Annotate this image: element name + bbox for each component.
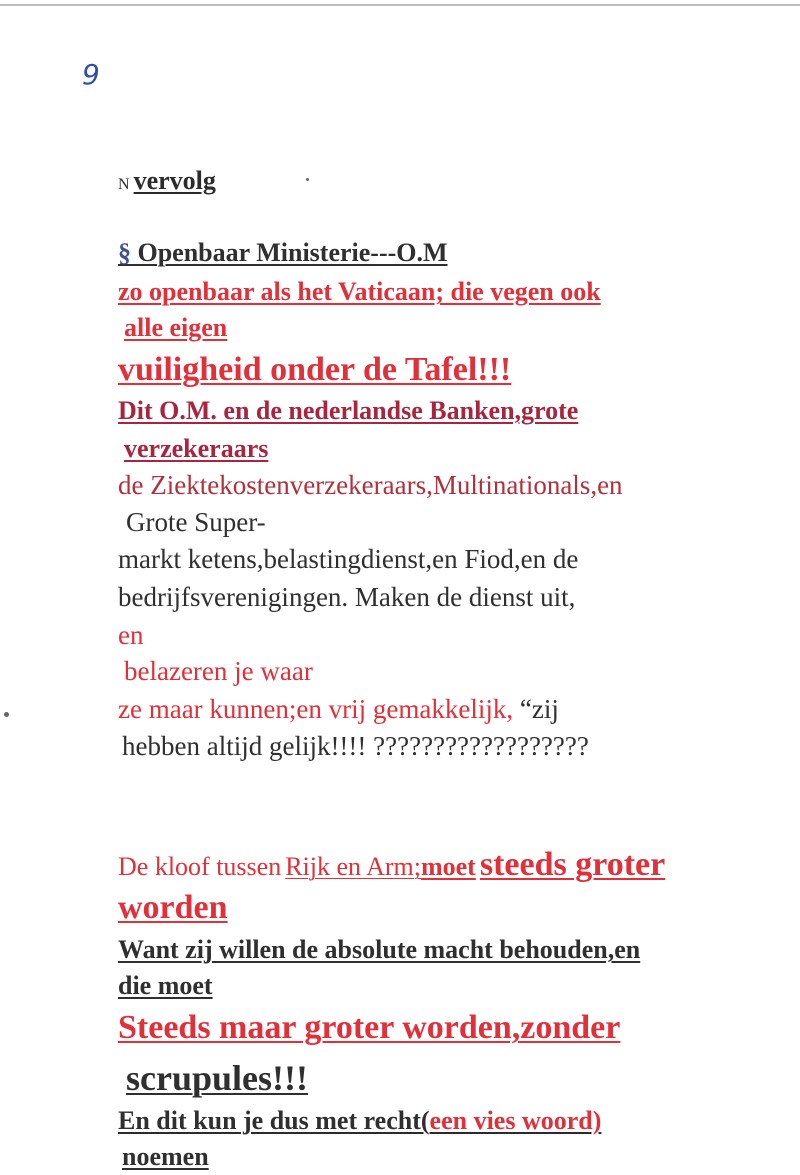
text-line-13: [118, 696, 559, 723]
text-line-21: [118, 1108, 601, 1134]
page-number: 9: [82, 58, 100, 91]
text-line-5: Dit O.M. en de nederlandse Banken,grote: [118, 396, 579, 425]
text-line-19: Steeds maar groter worden,zonder: [118, 1009, 621, 1046]
page-top-edge: [0, 4, 800, 6]
text-line-21-b: een vies woord): [429, 1106, 602, 1135]
text-line-16: worden: [118, 889, 228, 926]
text-line-18: die moet: [118, 971, 213, 1000]
text-line-11: en: [118, 620, 144, 650]
bullet-marker: §: [118, 238, 131, 267]
scan-speck: [306, 178, 309, 181]
text-line-20: scrupules!!!: [126, 1058, 308, 1098]
heading-prefix: N: [118, 176, 130, 193]
text-line-6: verzekeraars: [124, 434, 269, 463]
text-line-2: zo openbaar als het Vaticaan; die vegen ook: [118, 277, 601, 306]
text-line-14: hebben altijd gelijk!!!! ??????????????????: [122, 731, 589, 761]
text-line-10: bedrijfsverenigingen. Maken de dienst uit,: [118, 582, 576, 612]
text-line-15-b: Rijk en Arm;: [285, 852, 421, 881]
text-line-22: noemen: [122, 1142, 209, 1171]
text-line-17: Want zij willen de absolute macht behouden,en: [118, 935, 641, 964]
text-line-15: [118, 848, 665, 882]
section-title-text: Openbaar Ministerie---O.M: [137, 238, 448, 267]
text-line-21-a: En dit kun je dus met recht(: [118, 1106, 430, 1135]
text-line-12: belazeren je waar: [124, 656, 313, 686]
text-line-8: Grote Super-: [126, 507, 266, 537]
text-line-4: vuiligheid onder de Tafel!!!: [118, 351, 512, 388]
text-line-13-red: ze maar kunnen;en vrij gemakkelijk,: [118, 694, 514, 724]
text-line-15-a: De kloof tussen: [118, 852, 282, 881]
text-line-15-c: moet: [420, 852, 476, 881]
section-title: [118, 240, 448, 266]
text-line-7: de Ziektekostenverzekeraars,Multinationals,en: [118, 470, 623, 500]
margin-speck: [4, 712, 9, 717]
heading-title: vervolg: [133, 166, 216, 195]
text-line-15-d: steeds groter: [479, 846, 666, 883]
heading-line: [118, 168, 216, 194]
text-line-9: markt ketens,belastingdienst,en Fiod,en de: [118, 544, 579, 574]
text-line-13-quote: “zij: [519, 694, 559, 724]
text-line-3: alle eigen: [124, 313, 228, 342]
